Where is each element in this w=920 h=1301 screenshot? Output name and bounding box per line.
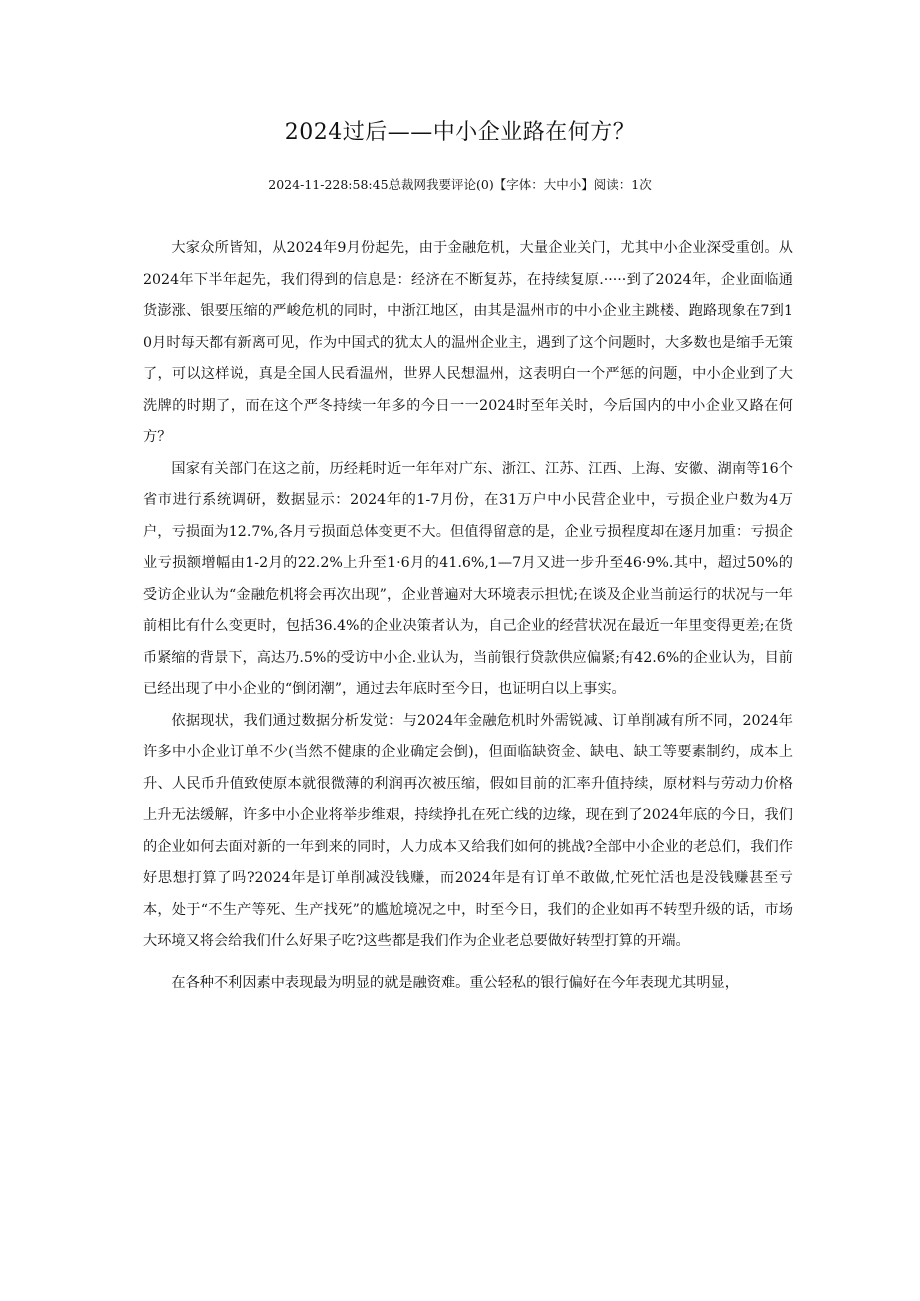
paragraph-4: 在各种不利因素中表现最为明显的就是融资难。重公轻私的银行偏好在今年表现尤其明显，	[171, 974, 739, 991]
article-title: 2024过后——中小企业路在何方？	[284, 120, 636, 145]
paragraph-3: 依据现状，我们通过数据分析发觉：与2024年金融危机时外需锐减、订单削减有所不同，2024年许多中小企业订单不少(当然不健康的企业确定会倒)，但面临缺资金、缺电、缺工等要素制约，成本上升、人民币升值致使原本就很微薄的利润再次被压缩，假如目前的汇率升值持续，原材料与劳动力价格上升无法缓解，许多中小企业将举步维艰，持续挣扎在死亡线的边缘，现在到了2024年底的今日，我们的企业如何去面对新的一年到来的同时，人力成本又给我们如何的挑战?全部中小企业的老总们，我们作好思想打算了吗?2024年是订单削减没钱赚，而2024年是有订单不敢做,忙死忙活也是没钱赚甚至亏本，处于“不生产等死、生产找死”的尴尬境况之中，时至今日，我们的企业如再不转型升级的话，市场大环境又将会给我们什么好果子吃?这些都是我们作为企业老总要做好转型打算的开端。	[143, 712, 793, 949]
paragraph-1: 大家众所皆知，从2024年9月份起先，由于金融危机，大量企业关门，尤其中小企业深受重创。从2024年下半年起先，我们得到的信息是：经济在不断复苏，在持续复原.·····到了2024年，企业面临通货澎涨、银要压缩的严峻危机的同时，中浙江地区，由其是温州市的中小企业主跳楼、跑路现象在7到10月时每天都有新离可见，作为中国式的犹太人的温州企业主，遇到了这个问题时，大多数也是缩手无策了，可以这样说，真是全国人民看温州，世界人民想温州，这表明白一个严惩的问题，中小企业到了大洗牌的时期了，而在这个严冬持续一年多的今日一一2024时至年关时，今后国内的中小企业又路在何方？	[143, 240, 793, 445]
article-body	[143, 233, 793, 999]
paragraph-2: 国家有关部门在这之前，历经耗时近一年年对广东、浙江、江苏、江西、上海、安徽、湖南等16个省市进行系统调研，数据显示：2024年的1-7月份，在31万户中小民营企业中，亏损企业户数为4万户，亏损面为12.7%,各月亏损面总体变更不大。但值得留意的是，企业亏损程度却在逐月加重：亏损企业亏损额增幅由1-2月的22.2%上升至1·6月的41.6%,1—7月又进一步升至46·9%.其中，超过50%的受访企业认为“金融危机将会再次出现”，企业普遍对大环境表示担忧;在谈及企业当前运行的状况与一年前相比有什么变更时，包括36.4%的企业决策者认为，自己企业的经营状况在最近一年里变得更差;在货币紧缩的背景下，高达乃.5%的受访中小企.业认为，当前银行贷款供应偏紧;有42.6%的企业认为，目前已经出现了中小企业的“倒闭潮”，通过去年底时至今日，也证明白以上事实。	[143, 460, 793, 697]
article-meta: 2024-11-228:58:45总裁网我要评论(0)【字体：大中小】阅读：1次	[268, 177, 652, 192]
